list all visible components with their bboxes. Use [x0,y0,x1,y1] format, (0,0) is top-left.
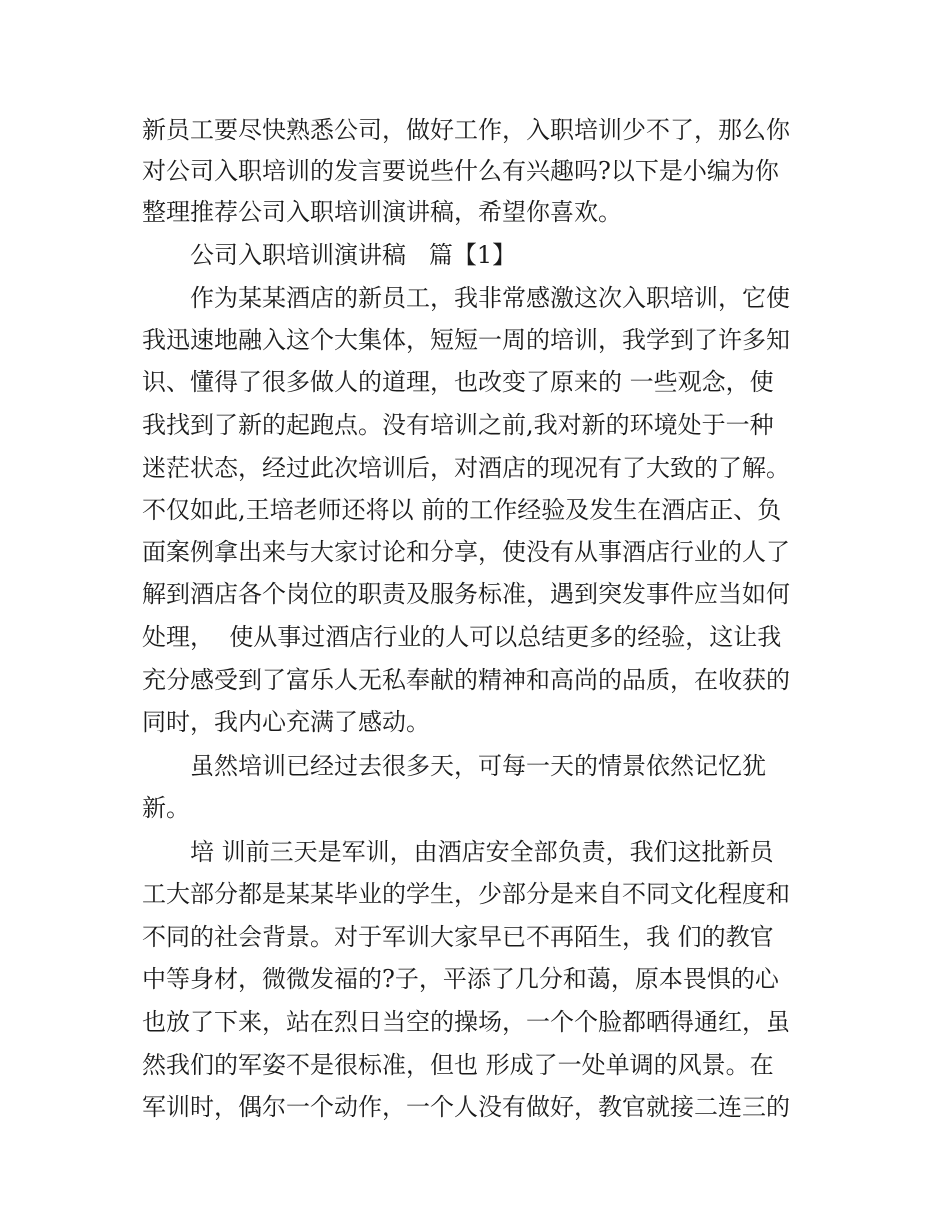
text-line: 迷茫状态，经过此次培训后，对酒店的现况有了大致的了解。 [142,454,790,482]
text-line: 不仅如此,王培老师还将以 前的工作经验及发生在酒店正、负 [142,496,782,524]
text-line: 解到酒店各个岗位的职责及服务标准，遇到突发事件应当如何 [142,580,790,608]
text-line: 新。 [142,794,190,822]
text-line: 同时，我内心充满了感动。 [142,708,430,736]
text-line: 整理推荐公司入职培训演讲稿，希望你喜欢。 [142,198,622,226]
text-line: 作为某某酒店的新员工，我非常感激这次入职培训，它使 [190,284,790,312]
text-line: 面案例拿出来与大家讨论和分享，使没有从事酒店行业的人了 [142,538,790,566]
text-line: 不同的社会背景。对于军训大家早已不再陌生，我 们的教官 [142,923,774,951]
text-line: 中等身材，微微发福的?子，平添了几分和蔼，原本畏惧的心 [142,965,779,993]
text-line: 培 训前三天是军训，由酒店安全部负责，我们这批新员 [190,838,774,866]
section-heading: 公司入职培训演讲稿 篇【1】 [190,241,517,269]
text-line: 识、懂得了很多做人的道理，也改变了原来的 一些观念，使 [142,368,774,396]
text-line: 充分感受到了富乐人无私奉献的精神和高尚的品质，在收获的 [142,666,790,694]
text-line: 然我们的军姿不是很标准，但也 形成了一处单调的风景。在 [142,1051,774,1079]
text-line: 新员工要尽快熟悉公司，做好工作，入职培训少不了，那么你 [142,116,790,144]
text-line: 对公司入职培训的发言要说些什么有兴趣吗?以下是小编为你 [142,157,779,185]
text-line: 处理， 使从事过酒店行业的人可以总结更多的经验，这让我 [142,623,782,651]
text-line: 虽然培训已经过去很多天，可每一天的情景依然记忆犹 [190,752,766,780]
text-line: 我找到了新的起跑点。没有培训之前,我对新的环境处于一种 [142,411,774,439]
text-line: 我迅速地融入这个大集体，短短一周的培训，我学到了许多知 [142,326,790,354]
text-line: 工大部分都是某某毕业的学生，少部分是来自不同文化程度和 [142,880,790,908]
text-line: 军训时，偶尔一个动作，一个人没有做好，教官就接二连三的 [142,1093,790,1121]
text-line: 也放了下来，站在烈日当空的操场，一个个脸都晒得通红，虽 [142,1008,790,1036]
